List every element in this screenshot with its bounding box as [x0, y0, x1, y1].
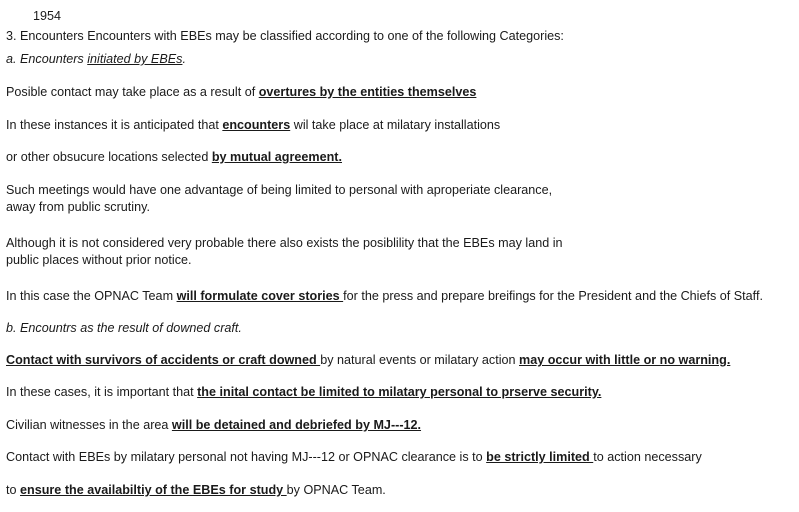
category-a-underlined: initiated by EBEs — [87, 52, 183, 66]
paragraph-9 — [6, 417, 421, 433]
p2-bold: encounters — [222, 118, 291, 132]
p8-text: In these cases, it is important that — [6, 385, 198, 399]
p2-text1: In these instances it is anticipated that — [6, 118, 223, 132]
p11-bold: ensure the availabiltiy of the EBEs for study — [20, 483, 287, 497]
p7-bold2: may occur with little or no warning. — [519, 353, 731, 367]
p9-bold: will be detained and debriefed by MJ---12. — [171, 418, 422, 432]
p11-text2: by OPNAC Team. — [286, 483, 386, 497]
paragraph-4-line-2: away from public scrutiny. — [6, 200, 150, 214]
paragraph-2 — [6, 117, 500, 133]
paragraph-3 — [6, 149, 342, 165]
paragraph-10 — [6, 449, 702, 465]
paragraph-11 — [6, 482, 386, 498]
category-a-suffix: . — [182, 52, 186, 66]
p1-bold: overtures by the entities themselves — [258, 85, 477, 99]
p6-text1: In this case the OPNAC Team — [6, 289, 177, 303]
paragraph-8 — [6, 384, 601, 400]
p6-text2: for the press and prepare breifings for the President and the Chiefs of Staff. — [343, 289, 763, 303]
section-heading: 3. Encounters Encounters with EBEs may be classified according to one of the following Categories: — [6, 29, 564, 43]
p2-text2: wil take place at milatary installations — [290, 118, 501, 132]
p11-text1: to — [6, 483, 21, 497]
category-a-prefix: a. Encounters — [6, 52, 88, 66]
p10-text1: Contact with EBEs by milatary personal not having MJ---12 or OPNAC clearance is to — [6, 450, 487, 464]
paragraph-7 — [6, 352, 730, 368]
p1-text: Posible contact may take place as a result of — [6, 85, 259, 99]
paragraph-1 — [6, 84, 476, 100]
p9-text: Civilian witnesses in the area — [6, 418, 172, 432]
category-b: b. Encountrs as the result of downed craft. — [6, 321, 242, 335]
p8-bold: the inital contact be limited to milatary personal to prserve security. — [197, 385, 602, 399]
p7-bold1: Contact with survivors of accidents or craft downed — [6, 353, 321, 367]
paragraph-5-line-2: public places without prior notice. — [6, 253, 192, 267]
paragraph-5-line-1: Although it is not considered very probable there also exists the posiblility that the EBEs may land in — [6, 236, 563, 250]
year: 1954 — [33, 9, 62, 23]
category-a — [6, 51, 186, 67]
p10-text2: to action necessary — [593, 450, 702, 464]
p3-bold: by mutual agreement. — [211, 150, 342, 164]
p3-text: or other obsucure locations selected — [6, 150, 212, 164]
p7-text: by natural events or milatary action — [320, 353, 519, 367]
paragraph-6 — [6, 288, 763, 304]
p6-bold: will formulate cover stories — [176, 289, 344, 303]
p10-bold: be strictly limited — [486, 450, 594, 464]
paragraph-4-line-1: Such meetings would have one advantage of being limited to personal with aproperiate clearance, — [6, 183, 553, 197]
